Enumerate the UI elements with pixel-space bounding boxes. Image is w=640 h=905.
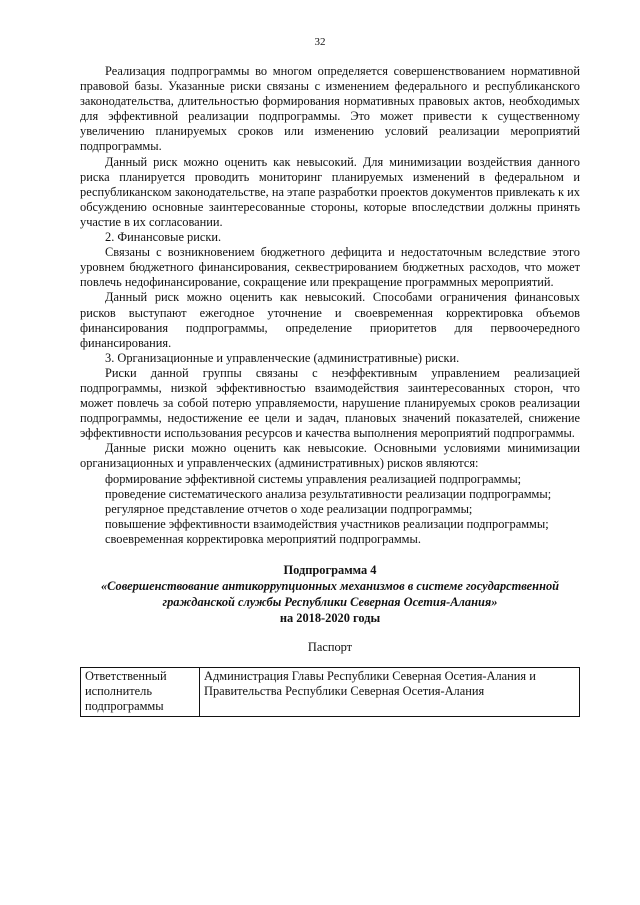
table-cell-value: Администрация Главы Республики Северная Осетия-Алания и Правительства Республики Северная Осетия-Алания (200, 668, 580, 717)
table-row (81, 668, 580, 717)
list-item: формирование эффективной системы управления реализацией подпрограммы; (105, 471, 522, 486)
list-item: своевременная корректировка мероприятий подпрограммы. (105, 531, 421, 546)
list-item: проведение систематического анализа результативности реализации подпрограммы; (105, 486, 552, 501)
subprogram-period: на 2018-2020 годы (279, 611, 381, 625)
paragraph: Риски данной группы связаны с неэффективным управлением реализацией подпрограммы, низкой эффективностью взаимодействия заинтересованных сторон, что может повлечь за собой потерю управляемости, нарушение планируемых сроков реализации подпрограммы, недостижение ее цели и задач, плановых значений показателей, снижение эффективности использования ресурсов и качества выполнения мероприятий подпрограммы. (80, 365, 580, 441)
paragraph: Данный риск можно оценить как невысокий. Для минимизации воздействия данного риска планируется проводить мониторинг планируемых изменений в федеральном и республиканском законодательстве, на этапе разработки проектов документов привлекать к их обсуждению основные заинтересованные стороны, которые впоследствии должны принять участие в их согласовании. (80, 154, 580, 229)
subprogram-title: «Совершенствование антикоррупционных механизмов в системе государственной гражданской службы Республики Северная Осетия-Алания» (100, 579, 560, 609)
paragraph: Данные риски можно оценить как невысокие. Основными условиями минимизации организационных и управленческих (административных) рисков являются: (80, 441, 580, 471)
document-body (80, 64, 580, 717)
passport-table (80, 667, 580, 717)
subprogram-heading (80, 562, 580, 626)
paragraph: Связаны с возникновением бюджетного дефицита и недостаточным вследствие этого уровнем бюджетного финансирования, секвестрированием бюджетных расходов, что может повлечь недофинансирование, сокращение или прекращение программных мероприятий. (80, 245, 580, 290)
subprogram-number: Подпрограмма 4 (283, 563, 377, 577)
paragraph: Реализация подпрограммы во многом определяется совершенствованием нормативной правовой базы. Указанные риски связаны с изменением федерального и республиканского законодательства, длительностью формирования нормативных правовых актов, необходимых для эффективной реализации подпрограммы. Это может привести к существенному увеличению планируемых сроков или изменению условий реализации мероприятий подпрограммы. (80, 64, 580, 154)
page-number: 32 (314, 36, 326, 48)
table-cell-label: Ответственный исполнитель подпрограммы (81, 668, 200, 717)
section-heading-organizational-risks: 3. Организационные и управленческие (административные) риски. (105, 350, 460, 365)
passport-label: Паспорт (307, 640, 353, 654)
section-heading-financial-risks: 2. Финансовые риски. (105, 230, 222, 245)
list-item: регулярное представление отчетов о ходе реализации подпрограммы; (105, 501, 473, 516)
list-item: повышение эффективности взаимодействия участников реализации подпрограммы; (105, 516, 549, 531)
paragraph: Данный риск можно оценить как невысокий. Способами ограничения финансовых рисков выступают ежегодное уточнение и своевременная корректировка объемов финансирования подпрограммы, определение приоритетов для первоочередного финансирования. (80, 290, 580, 350)
